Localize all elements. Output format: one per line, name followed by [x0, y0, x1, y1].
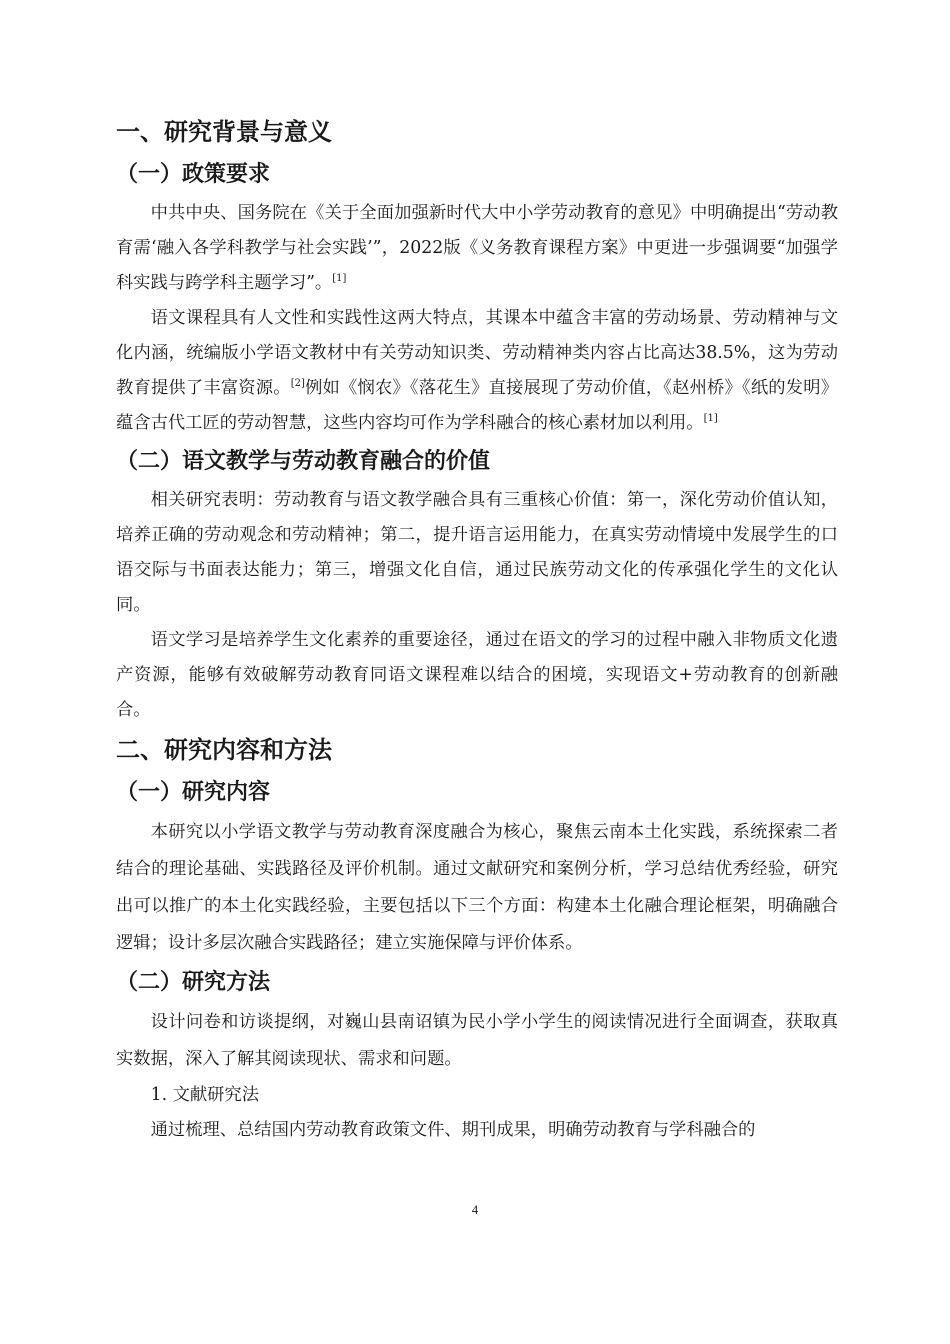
- section-1-sub-1-heading: （一）政策要求: [116, 162, 271, 187]
- paragraph-cultural-heritage: 语文学习是培养学生文化素养的重要途径，通过在语文的学习的过程中融入非物质文化遗产资源，能够有效破解劳动教育同语文课程难以结合的困境，实现语文+劳动教育的创新融合。: [116, 630, 838, 720]
- citation-ref: [1]: [703, 413, 718, 424]
- section-1-sub-2-heading: （二）语文教学与劳动教育融合的价值: [116, 449, 491, 474]
- paragraph-policy-requirements: [116, 196, 838, 301]
- paragraph-text: 中共中央、国务院在《关于全面加强新时代大中小学劳动教育的意见》中明确提出“劳动教育需‘融入各学科教学与社会实践’”，2022版《义务教育课程方案》中更进一步强调要“加强学科实践与跨学科主题学习”。: [116, 203, 838, 293]
- paragraph-research-method: 设计问卷和访谈提纲，对巍山县南诏镇为民小学小学生的阅读情况进行全面调查，获取真实数据，深入了解其阅读现状、需求和问题。: [116, 1012, 838, 1069]
- section-2-sub-2-heading: （二）研究方法: [116, 970, 271, 995]
- paragraph-text: 语文课程具有人文性和实践性这两大特点，其课本中蕴含丰富的劳动场景、劳动精神与文化内涵，统编版小学语文教材中有关劳动知识类、劳动精神类内容占比高达38.5%，这为劳动教育提供了丰富资源。: [116, 308, 838, 398]
- citation-ref: [1]: [332, 273, 347, 284]
- page-content: [116, 110, 838, 1148]
- paragraph-text: 例如《悯农》《落花生》直接展现了劳动价值，《赵州桥》《纸的发明》蕴含古代工匠的劳动智慧，这些内容均可作为学科融合的核心素材加以利用。: [116, 378, 838, 433]
- citation-ref: [2]: [290, 378, 305, 389]
- paragraph-textbook-resources: [116, 301, 838, 441]
- page-number: 4: [471, 1202, 479, 1217]
- list-item-literature-method: 1. 文献研究法: [150, 1085, 259, 1105]
- paragraph-integration-value: 相关研究表明：劳动教育与语文教学融合具有三重核心价值：第一，深化劳动价值认知，培养正确的劳动观念和劳动精神；第二，提升语言运用能力，在真实劳动情境中发展学生的口语交际与书面表达能力；第三，增强文化自信，通过民族劳动文化的传承强化学生的文化认同。: [116, 490, 838, 615]
- paragraph-literature-method: 通过梳理、总结国内劳动教育政策文件、期刊成果，明确劳动教育与学科融合的: [150, 1120, 756, 1140]
- section-2-heading: 二、研究内容和方法: [116, 736, 332, 764]
- paragraph-research-content: 本研究以小学语文教学与劳动教育深度融合为核心，聚焦云南本土化实践，系统探索二者结合的理论基础、实践路径及评价机制。通过文献研究和案例分析，学习总结优秀经验，研究出可以推广的本土化实践经验，主要包括以下三个方面：构建本土化融合理论框架，明确融合逻辑；设计多层次融合实践路径；建立实施保障与评价体系。: [116, 822, 838, 953]
- section-1-heading: 一、研究背景与意义: [116, 118, 332, 146]
- section-2-sub-1-heading: （一）研究内容: [116, 780, 271, 805]
